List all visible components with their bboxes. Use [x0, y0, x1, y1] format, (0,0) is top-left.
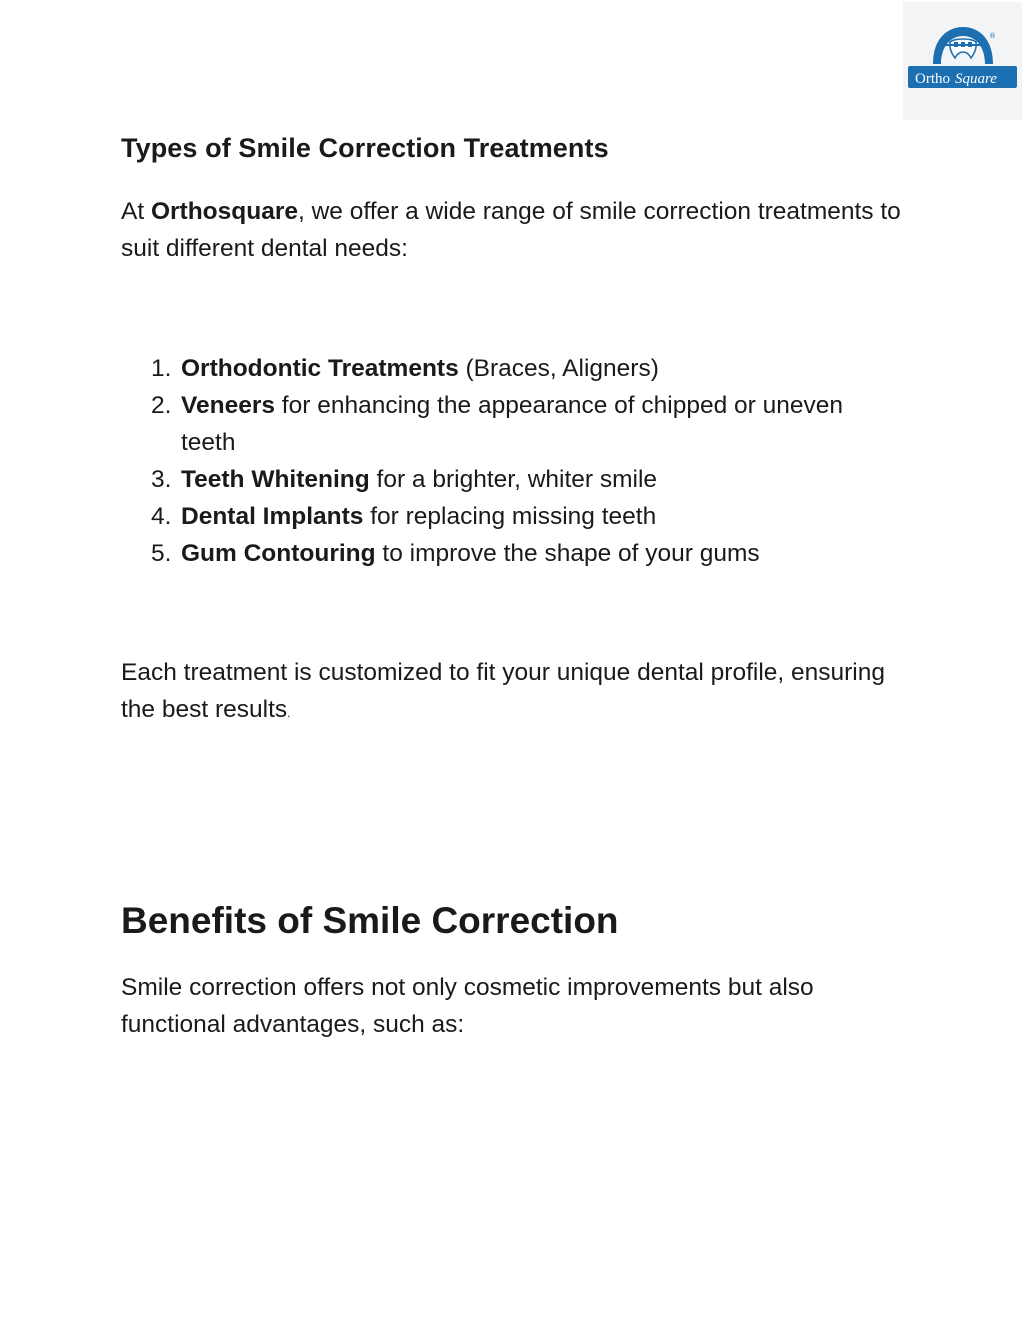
intro-brand: Orthosquare: [150, 198, 298, 225]
list-number: 4.: [151, 503, 172, 530]
types-intro: [121, 193, 921, 267]
tooth-logo-icon: [903, 2, 1022, 120]
treatment-desc: for a brighter, whiter smile: [369, 466, 658, 493]
treatment-desc: (Braces, Aligners): [458, 355, 659, 382]
treatments-closing: [121, 654, 921, 732]
list-item: [121, 461, 881, 498]
treatment-desc: to improve the shape of your gums: [375, 540, 760, 567]
list-item: [121, 350, 881, 387]
treatment-name: Veneers: [181, 392, 275, 419]
intro-suffix: , we offer a wide range of smile correction treatments to suit different dental needs:: [121, 198, 901, 262]
closing-text: Each treatment is customized to fit your unique dental profile, ensuring the best results: [121, 659, 885, 723]
list-number: 1.: [151, 355, 172, 382]
list-number: 5.: [151, 540, 172, 567]
registered-mark: ®: [989, 32, 996, 40]
list-item: [121, 498, 881, 535]
treatment-name: Teeth Whitening: [181, 466, 370, 493]
list-number: 3.: [151, 466, 172, 493]
treatment-desc: for enhancing the appearance of chipped or uneven teeth: [181, 392, 844, 456]
treatment-name: Dental Implants: [181, 503, 364, 530]
benefits-intro: Smile correction offers not only cosmetic improvements but also functional advantages, such as:: [121, 974, 814, 1038]
types-heading: Types of Smile Correction Treatments: [121, 133, 609, 163]
benefits-heading: Benefits of Smile Correction: [121, 900, 619, 941]
logo-text-square: Square: [955, 71, 997, 87]
treatment-name: Gum Contouring: [181, 540, 376, 567]
orthosquare-logo: [903, 2, 1022, 120]
list-item: [121, 535, 881, 572]
closing-period: .: [287, 706, 291, 720]
treatments-list: [121, 350, 881, 572]
logo-text-ortho: Ortho: [915, 71, 950, 87]
list-item: [121, 387, 881, 461]
list-number: 2.: [151, 392, 172, 419]
treatment-name: Orthodontic Treatments: [181, 355, 459, 382]
intro-prefix: At: [121, 198, 151, 225]
treatment-desc: for replacing missing teeth: [363, 503, 657, 530]
